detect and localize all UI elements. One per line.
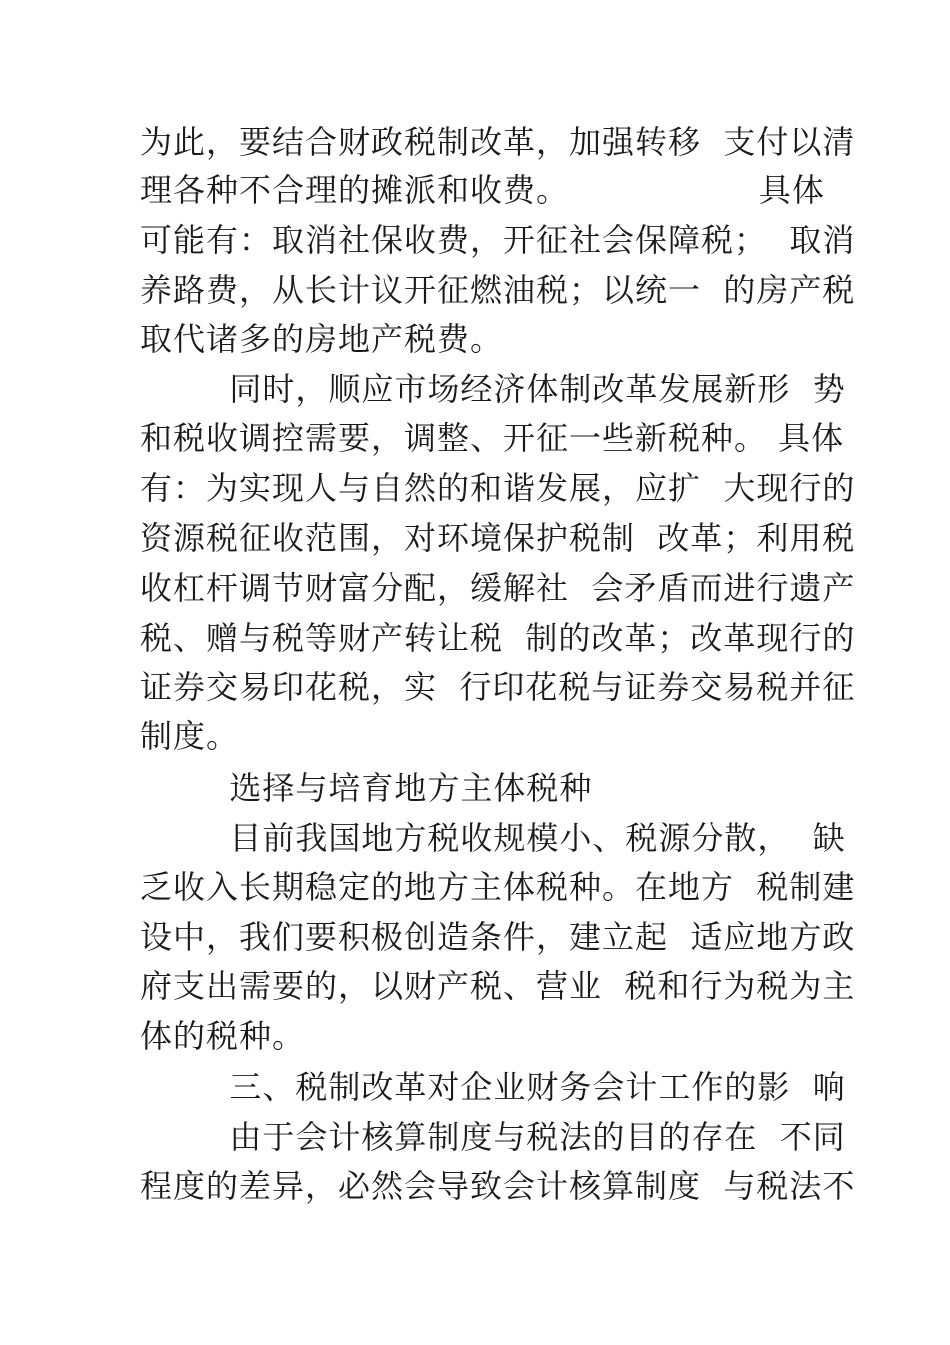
section-heading: 选择与培育地方主体税种 <box>140 769 593 807</box>
text-line: 税、赠与税等财产转让税 制的改革；改革现行的 <box>140 619 856 657</box>
text-line: 证券交易印花税，实 行印花税与证券交易税并征 <box>140 668 856 706</box>
text-line: 取代诸多的房地产税费。 <box>140 320 504 358</box>
text-line: 理各种不合理的摊派和收费。 具体 <box>140 171 825 209</box>
text-line: 体的税种。 <box>140 1017 306 1055</box>
text-line: 有：为实现人与自然的和谐发展，应扩 大现行的 <box>140 469 856 507</box>
text-line: 设中，我们要积极创造条件，建立起 适应地方政 <box>140 918 856 956</box>
text-line: 由于会计核算制度与税法的目的存在 不同 <box>140 1118 846 1156</box>
text-line: 制度。 <box>140 717 240 755</box>
text-line: 目前我国地方税收规模小、税源分散， 缺 <box>140 819 846 857</box>
text-line: 为此，要结合财政税制改革，加强转移 支付以清 <box>140 123 856 161</box>
section-heading: 三、税制改革对企业财务会计工作的影 响 <box>140 1068 846 1106</box>
text-line: 府支出需要的，以财产税、营业 税和行为税为主 <box>140 967 856 1005</box>
text-line: 收杠杆调节财富分配，缓解社 会矛盾而进行遗产 <box>140 569 856 607</box>
text-line: 同时，顺应市场经济体制改革发展新形 势 <box>140 370 846 408</box>
text-line: 可能有：取消社保收费，开征社会保障税； 取消 <box>140 221 856 259</box>
text-line: 乏收入长期稳定的地方主体税种。在地方 税制建 <box>140 868 856 906</box>
text-line: 和税收调控需要，调整、开征一些新税种。 具体 <box>140 419 845 457</box>
text-line: 程度的差异，必然会导致会计核算制度 与税法不 <box>140 1167 856 1205</box>
text-line: 资源税征收范围，对环境保护税制 改革；利用税 <box>140 519 856 557</box>
text-line: 养路费，从长计议开征燃油税；以统一 的房产税 <box>140 271 856 309</box>
